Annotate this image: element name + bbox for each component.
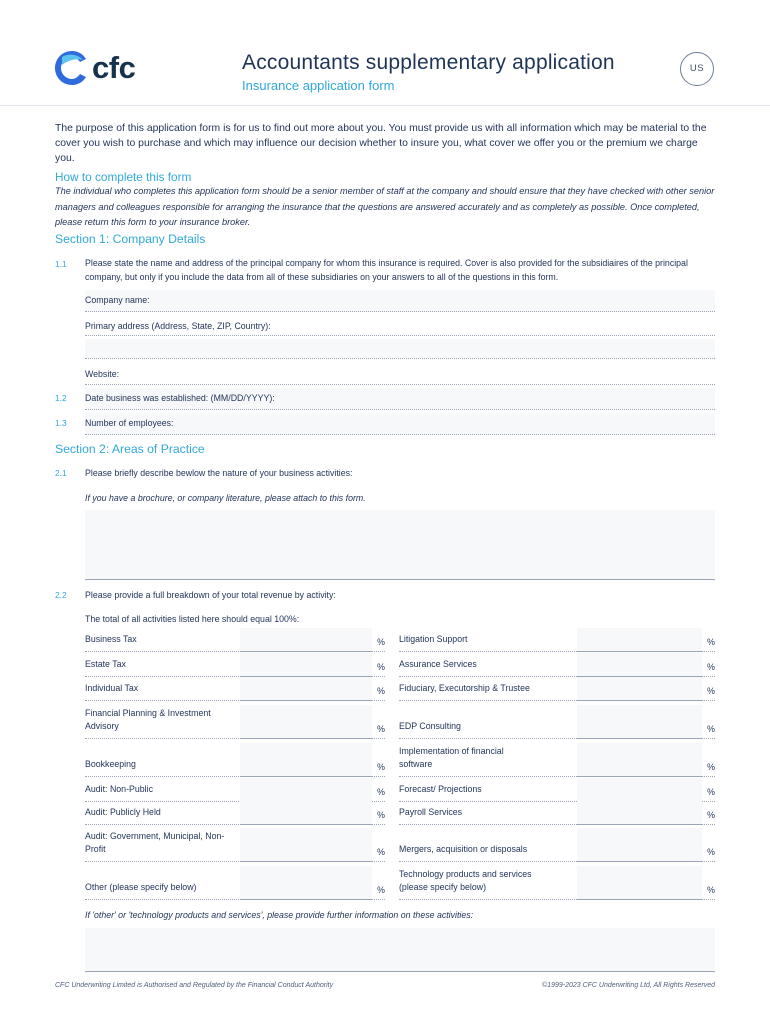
revenue-percent-input[interactable]: [240, 828, 372, 862]
percent-sign: %: [707, 762, 715, 772]
question-number: 1.2: [55, 393, 67, 403]
percent-sign: %: [707, 662, 715, 672]
revenue-row: [399, 743, 715, 777]
revenue-activity-label: Implementation of financial software: [399, 745, 504, 770]
revenue-activity-label: Audit: Publicly Held: [85, 807, 161, 818]
revenue-row: [85, 743, 385, 777]
percent-sign: %: [377, 810, 385, 820]
revenue-row: [399, 778, 715, 802]
revenue-row: [399, 828, 715, 862]
brochure-note: If you have a brochure, or company literature, please attach to this form.: [85, 493, 366, 503]
revenue-activity-label: Individual Tax: [85, 683, 139, 694]
revenue-activity-label: Fiduciary, Executorship & Trustee: [399, 683, 530, 694]
percent-sign: %: [377, 662, 385, 672]
revenue-row: [85, 705, 385, 739]
revenue-row: [85, 653, 385, 677]
revenue-activity-label: Litigation Support: [399, 634, 468, 645]
website-label: Website:: [85, 369, 120, 379]
question-number: 1.3: [55, 418, 67, 428]
percent-sign: %: [377, 637, 385, 647]
question-text: Please state the name and address of the principal company for whom this insurance is required. Cover is also provided for the subsidiaires of the principal company, but only if you include the data from all of these subsidiaries on your answers to all of the questions in this form.: [85, 258, 688, 283]
revenue-subtext: The total of all activities listed here should equal 100%:: [85, 614, 300, 624]
revenue-row: [399, 677, 715, 701]
website-field[interactable]: [85, 365, 715, 385]
revenue-activity-label: Audit: Non-Public: [85, 784, 153, 795]
footer-regulatory-text: CFC Underwriting Limited is Authorised and Regulated by the Financial Conduct Authority: [55, 982, 334, 989]
section2-heading: Section 2: Areas of Practice: [55, 442, 205, 456]
percent-sign: %: [377, 762, 385, 772]
revenue-percent-input[interactable]: [577, 801, 702, 825]
revenue-percent-input[interactable]: [577, 828, 702, 862]
revenue-activity-label: Payroll Services: [399, 807, 463, 818]
revenue-percent-input[interactable]: [240, 677, 372, 701]
percent-sign: %: [707, 637, 715, 647]
how-to-heading: How to complete this form: [55, 170, 192, 184]
percent-sign: %: [377, 724, 385, 734]
question-number: 1.1: [55, 259, 67, 269]
question-text: Please provide a full breakdown of your total revenue by activity:: [85, 590, 336, 600]
revenue-row: [85, 677, 385, 701]
number-of-employees-field[interactable]: [85, 413, 715, 435]
percent-sign: %: [707, 724, 715, 734]
revenue-percent-input[interactable]: [577, 653, 702, 677]
question-number: 2.2: [55, 590, 67, 600]
percent-sign: %: [377, 686, 385, 696]
revenue-percent-input[interactable]: [577, 677, 702, 701]
revenue-percent-input[interactable]: [240, 866, 372, 900]
percent-sign: %: [707, 686, 715, 696]
revenue-activity-label: EDP Consulting: [399, 721, 461, 732]
percent-sign: %: [377, 885, 385, 895]
page-header: [0, 0, 770, 106]
date-established-field[interactable]: [85, 388, 715, 410]
section1-heading: Section 1: Company Details: [55, 232, 206, 246]
revenue-activity-label: Estate Tax: [85, 659, 126, 670]
revenue-row: [399, 628, 715, 652]
business-activities-textarea[interactable]: [85, 510, 715, 580]
company-name-label: Company name:: [85, 295, 150, 305]
page-title: Accountants supplementary application: [242, 51, 615, 74]
revenue-row: [399, 866, 715, 900]
revenue-activity-label: Audit: Government, Municipal, Non-Profit: [85, 830, 225, 855]
revenue-row: [399, 653, 715, 677]
revenue-row: [85, 628, 385, 652]
percent-sign: %: [707, 885, 715, 895]
percent-sign: %: [707, 787, 715, 797]
revenue-activity-label: Forecast/ Projections: [399, 784, 482, 795]
revenue-activity-label: Assurance Services: [399, 659, 477, 670]
revenue-row: [85, 866, 385, 900]
percent-sign: %: [377, 847, 385, 857]
revenue-percent-input[interactable]: [577, 628, 702, 652]
question-number: 2.1: [55, 468, 67, 478]
revenue-percent-input[interactable]: [577, 778, 702, 802]
revenue-row: [85, 778, 385, 802]
revenue-percent-input[interactable]: [240, 705, 372, 739]
revenue-row: [85, 828, 385, 862]
footer-copyright: ©1999-2023 CFC Underwriting Ltd, All Rights Reserved: [542, 982, 715, 989]
region-badge: US: [680, 52, 714, 86]
further-info-label: If 'other' or 'technology products and services', please provide further information on these activities:: [85, 910, 474, 920]
revenue-percent-input[interactable]: [577, 866, 702, 900]
revenue-row: [399, 705, 715, 739]
revenue-percent-input[interactable]: [240, 743, 372, 777]
primary-address-field[interactable]: [85, 316, 715, 336]
cfc-logo-mark-icon: [54, 49, 90, 87]
revenue-percent-input[interactable]: [240, 801, 372, 825]
revenue-percent-input[interactable]: [240, 778, 372, 802]
revenue-percent-input[interactable]: [240, 653, 372, 677]
page-subtitle: Insurance application form: [242, 78, 395, 93]
revenue-row: [399, 801, 715, 825]
percent-sign: %: [377, 787, 385, 797]
percent-sign: %: [707, 810, 715, 820]
primary-address-field-line2[interactable]: [85, 339, 715, 359]
revenue-activity-label: Financial Planning & Investment Advisory: [85, 707, 211, 732]
primary-address-label: Primary address (Address, State, ZIP, Country):: [85, 321, 271, 331]
further-info-textarea[interactable]: [85, 928, 715, 972]
revenue-percent-input[interactable]: [577, 705, 702, 739]
date-established-label: Date business was established: (MM/DD/YYYY):: [85, 393, 275, 403]
how-to-text: The individual who completes this application form should be a senior member of staff at the company and should ensure that they have checked with other senior managers and colleagues responsible for arranging the insurance that the questions are answered accurately and as completely as possible. Once completed, please return this form to your insurance broker.: [55, 186, 715, 228]
number-of-employees-label: Number of employees:: [85, 418, 174, 428]
revenue-activity-label: Bookkeeping: [85, 759, 136, 770]
cfc-logo: [54, 49, 150, 87]
revenue-activity-label: Mergers, acquisition or disposals: [399, 844, 528, 855]
logo-wordmark: cfc: [92, 50, 136, 85]
revenue-activity-label: Technology products and services (please specify below): [399, 868, 532, 893]
question-text: Please briefly describe bewlow the nature of your business activities:: [85, 468, 353, 478]
revenue-percent-input[interactable]: [240, 628, 372, 652]
company-name-field[interactable]: [85, 290, 715, 312]
percent-sign: %: [707, 847, 715, 857]
revenue-percent-input[interactable]: [577, 743, 702, 777]
revenue-row: [85, 801, 385, 825]
revenue-activity-label: Other (please specify below): [85, 882, 197, 893]
intro-paragraph: The purpose of this application form is for us to find out more about you. You must provide us with all information which may be material to the cover you wish to purchase and which may influence our decision whether to insure you, what cover we offer you or the premium we charge you.: [55, 123, 707, 164]
revenue-activity-label: Business Tax: [85, 634, 137, 645]
